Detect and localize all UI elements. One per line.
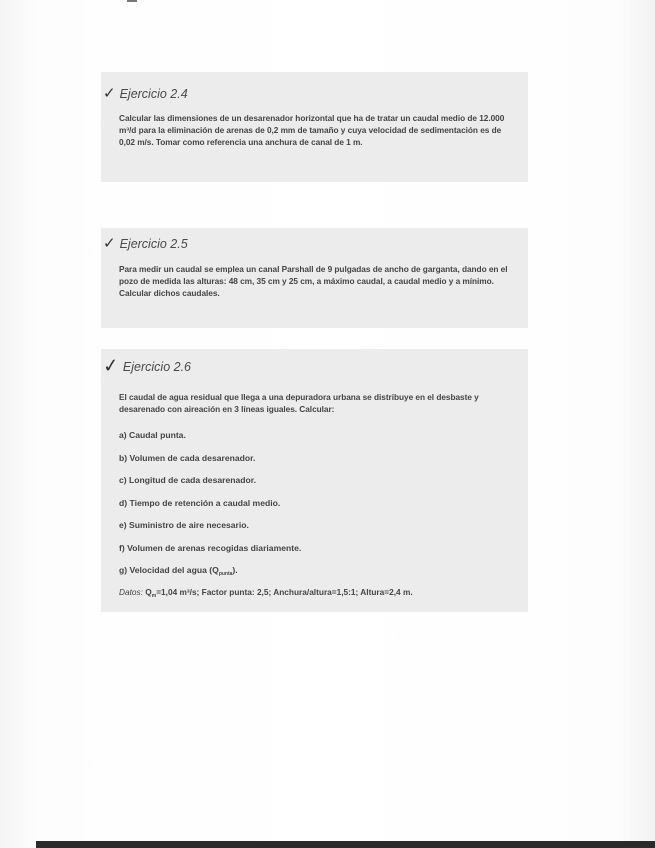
list-item: f) Volumen de arenas recogidas diariamente.	[119, 542, 302, 553]
exercise-2-6-box	[101, 349, 528, 612]
list-item: e) Suministro de aire necesario.	[119, 520, 249, 530]
scan-bottom-edge	[36, 841, 655, 848]
checkmark-icon: ✓	[103, 85, 116, 102]
list-item: d) Tiempo de retención a caudal medio.	[119, 497, 281, 508]
exercise-2-4-box	[101, 72, 528, 182]
exercise-2-6-heading	[103, 357, 191, 376]
datos-q-subscript: m	[151, 592, 157, 599]
datos-q: Q	[142, 586, 152, 597]
datos-label: Datos:	[119, 586, 143, 597]
exercise-2-5-box	[101, 228, 528, 328]
list-item: c) Longitud de cada desarenador.	[119, 475, 257, 485]
list-item: a) Caudal punta.	[119, 430, 186, 440]
checkmark-icon: ✓	[103, 235, 116, 252]
item-g-suffix: ).	[232, 565, 238, 575]
scan-mark	[127, 0, 137, 2]
list-item: b) Volumen de cada desarenador.	[119, 452, 256, 463]
exercise-2-5-heading	[103, 236, 188, 251]
item-g-subscript: punta	[218, 571, 233, 577]
exercise-statement: Calcular las dimensiones de un desarenador horizontal que ha de tratar un caudal medio de 12.000 m³/d para la eliminación de arenas de 0,2 mm de tamaño y cuya velocidad de sedimentación es de 0,02 m/s. Tomar como referencia una anchura de canal de 1 m.	[119, 113, 505, 148]
exercise-statement: Para medir un caudal se emplea un canal Parshall de 9 pulgadas de ancho de garganta, dando en el pozo de medida las alturas: 48 cm, 35 cm y 25 cm, a máximo caudal, a caudal medio y a mínimo. Calcular dichos caudales.	[119, 264, 508, 299]
question-list	[119, 429, 514, 599]
checkmark-icon: ✓	[101, 355, 120, 378]
item-g-prefix: g) Velocidad del agua (Q	[119, 565, 219, 575]
datos-line	[119, 587, 514, 599]
exercise-statement: El caudal de agua residual que llega a una depuradora urbana se distribuye en el desbaste y desarenado con aireación en 3 líneas iguales. Calcular:	[119, 392, 479, 415]
datos-values: =1,04 m³/s; Factor punta: 2,5; Anchura/altura=1,5:1; Altura=2,4 m.	[156, 586, 413, 597]
exercise-title: Ejercicio 2.4	[119, 86, 188, 101]
exercise-title: Ejercicio 2.5	[119, 236, 188, 251]
exercise-title: Ejercicio 2.6	[122, 359, 192, 374]
exercise-2-4-heading	[103, 86, 188, 101]
list-item-g	[119, 564, 514, 587]
